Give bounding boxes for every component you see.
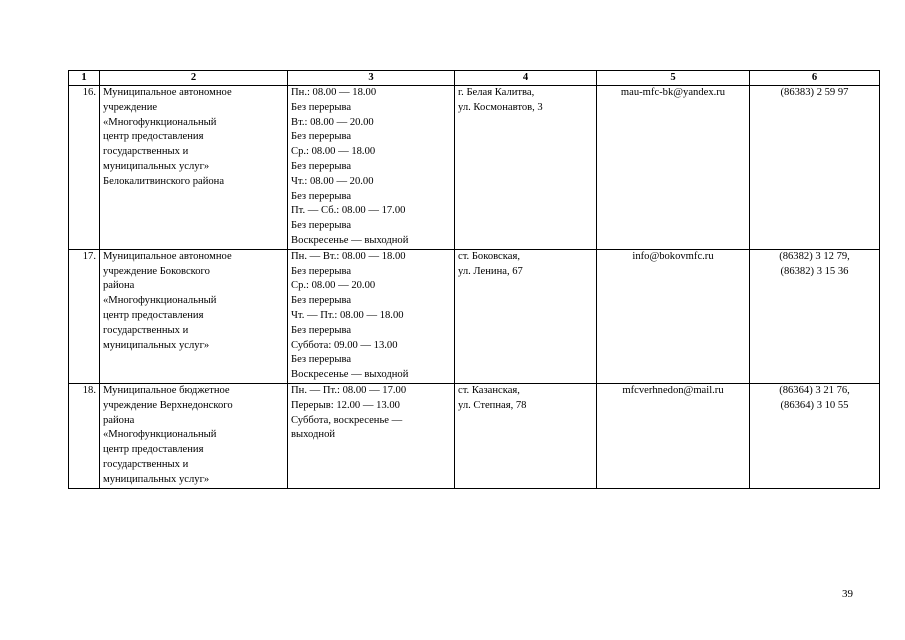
page-number: 39 — [842, 588, 853, 600]
address-cell — [455, 249, 597, 383]
table-row — [69, 249, 880, 383]
email-cell: mau-mfc-bk@yandex.ru — [597, 86, 750, 250]
hours-line: Без перерыва — [291, 190, 352, 202]
org-line: Белокалитвинского района — [103, 175, 225, 187]
address-line: г. Белая Калитва, — [458, 87, 535, 98]
phone-cell — [750, 383, 880, 488]
hours-line: Вт.: 08.00 — 20.00 — [291, 116, 374, 128]
hours-line: Без перерыва — [291, 295, 352, 307]
address-cell — [455, 86, 597, 250]
column-header: 4 — [455, 71, 597, 86]
org-line: учреждение Боковского — [103, 265, 210, 277]
hours-line: Без перерыва — [291, 160, 352, 172]
hours-line: Без перерыва — [291, 101, 352, 113]
email-cell: mfcverhnedon@mail.ru — [597, 383, 750, 488]
address-line: ул. Космонавтов, 3 — [458, 101, 543, 113]
column-header: 1 — [69, 71, 100, 86]
address-line: ул. Ленина, 67 — [458, 265, 523, 277]
hours-line: Перерыв: 12.00 — 13.00 — [291, 399, 400, 411]
row-number-cell: 16. — [69, 86, 100, 250]
org-line: муниципальных услуг» — [103, 339, 210, 351]
column-header: 6 — [750, 71, 880, 86]
phone-cell — [750, 249, 880, 383]
hours-cell — [288, 86, 455, 250]
hours-line: Пн. — Пт.: 08.00 — 17.00 — [291, 384, 407, 396]
hours-line: Без перерыва — [291, 220, 352, 232]
hours-cell — [288, 249, 455, 383]
hours-line: выходной — [291, 429, 336, 441]
phone-line: (86364) 3 10 55 — [780, 399, 849, 411]
phone-line: (86382) 3 15 36 — [780, 265, 849, 277]
hours-cell — [288, 383, 455, 488]
hours-line: Пн.: 08.00 — 18.00 — [291, 87, 377, 98]
org-line: Муниципальное автономное — [103, 250, 232, 262]
hours-line: Воскресенье — выходной — [291, 369, 409, 381]
org-line: Муниципальное автономное — [103, 87, 232, 98]
org-line: Муниципальное бюджетное — [103, 384, 230, 396]
hours-line: Пт. — Сб.: 08.00 — 17.00 — [291, 205, 406, 217]
hours-line: Чт.: 08.00 — 20.00 — [291, 175, 374, 187]
hours-line: Ср.: 08.00 — 18.00 — [291, 146, 376, 158]
org-line: центр предоставления — [103, 444, 204, 456]
hours-line: Пн. — Вт.: 08.00 — 18.00 — [291, 250, 406, 262]
hours-line: Без перерыва — [291, 131, 352, 143]
org-line: «Многофункциональный — [103, 429, 217, 441]
org-line: центр предоставления — [103, 309, 204, 321]
header-row — [69, 71, 880, 86]
column-header: 5 — [597, 71, 750, 86]
hours-line: Ср.: 08.00 — 20.00 — [291, 280, 376, 292]
phone-line: (86364) 3 21 76, — [779, 384, 850, 396]
org-line: муниципальных услуг» — [103, 473, 210, 485]
phone-cell — [750, 86, 880, 250]
org-line: учреждение Верхнедонского — [103, 399, 233, 411]
org-line: государственных и — [103, 324, 189, 336]
address-line: ст. Боковская, — [458, 250, 520, 262]
hours-line: Без перерыва — [291, 354, 352, 366]
table-row — [69, 86, 880, 250]
organization-cell — [100, 383, 288, 488]
org-line: государственных и — [103, 146, 189, 158]
organizations-table — [68, 70, 880, 489]
hours-line: Суббота, воскресенье — — [291, 414, 403, 426]
address-line: ст. Казанская, — [458, 384, 520, 396]
hours-line: Суббота: 09.00 — 13.00 — [291, 339, 398, 351]
org-line: муниципальных услуг» — [103, 160, 210, 172]
hours-line: Чт. — Пт.: 08.00 — 18.00 — [291, 309, 404, 321]
column-header: 3 — [288, 71, 455, 86]
email-cell: info@bokovmfc.ru — [597, 249, 750, 383]
org-line: «Многофункциональный — [103, 116, 217, 128]
hours-line: Воскресенье — выходной — [291, 234, 409, 246]
table-row — [69, 383, 880, 488]
row-number-cell: 18. — [69, 383, 100, 488]
phone-line: (86382) 3 12 79, — [779, 250, 850, 262]
organization-cell — [100, 249, 288, 383]
org-line: района — [103, 280, 135, 292]
org-line: района — [103, 414, 135, 426]
phone-line: (86383) 2 59 97 — [780, 87, 849, 98]
hours-line: Без перерыва — [291, 324, 352, 336]
row-number-cell: 17. — [69, 249, 100, 383]
column-header: 2 — [100, 71, 288, 86]
organization-cell — [100, 86, 288, 250]
org-line: центр предоставления — [103, 131, 204, 143]
address-line: ул. Степная, 78 — [458, 399, 527, 411]
table-body — [69, 86, 880, 489]
org-line: учреждение — [103, 101, 158, 113]
org-line: государственных и — [103, 458, 189, 470]
org-line: «Многофункциональный — [103, 295, 217, 307]
address-cell — [455, 383, 597, 488]
hours-line: Без перерыва — [291, 265, 352, 277]
